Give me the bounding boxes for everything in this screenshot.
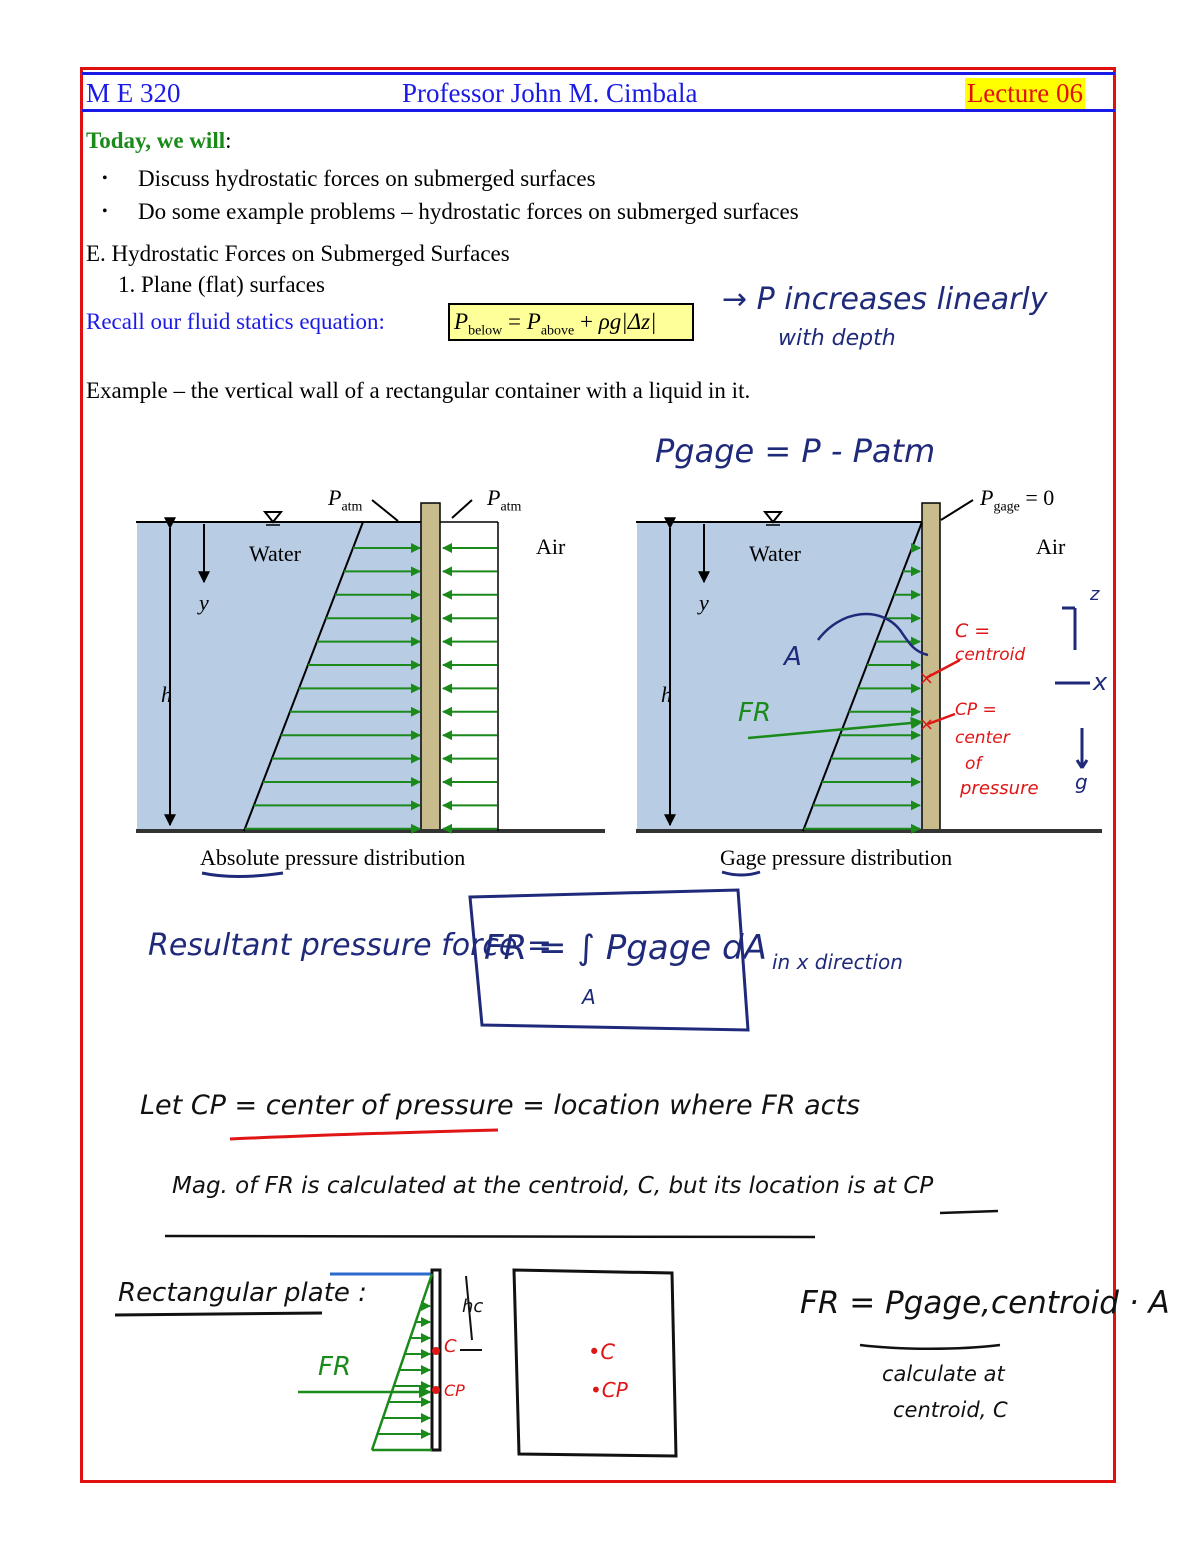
ann-fr: FR <box>738 698 772 728</box>
left-water <box>137 522 421 831</box>
note-resultant-label: Resultant pressure force = <box>148 928 553 963</box>
note-resultant-eq: FR = ∫ Pgage dA <box>484 928 767 968</box>
plate-cp-label: CP <box>444 1381 465 1400</box>
example-text: Example – the vertical wall of a rectangular container with a liquid in it. <box>86 378 751 403</box>
right-y-label: y <box>699 590 709 615</box>
recall-text: Recall our fluid statics equation: <box>86 309 385 334</box>
professor-name: Professor John M. Cimbala <box>402 78 698 108</box>
left-y-label: y <box>199 590 209 615</box>
bullet-2: • Do some example problems – hydrostatic forces on submerged surfaces <box>138 199 799 225</box>
svg-text:×: × <box>919 668 935 689</box>
axis-z-label: z <box>1090 584 1100 605</box>
plate-pressure-arrows <box>377 1306 430 1434</box>
square-c-label: •C <box>588 1340 616 1364</box>
left-h-label: h <box>161 682 172 707</box>
plate-fr-label: FR <box>318 1352 352 1382</box>
ann-centroid: centroid <box>955 645 1026 665</box>
note-mag-fr: Mag. of FR is calculated at the centroid, C, but its location is at CP <box>172 1173 934 1199</box>
note-calc-1: calculate at <box>882 1362 1005 1386</box>
section-title: E. Hydrostatic Forces on Submerged Surfaces <box>86 241 510 266</box>
ann-a: A <box>784 642 802 672</box>
ann-center: center <box>955 728 1010 748</box>
right-water <box>637 522 922 831</box>
axis-g-label: g <box>1075 770 1088 794</box>
note-fr-formula: FR = Pgage,centroid · A <box>800 1285 1170 1321</box>
left-patm-label-1: $P_{atm}$ <box>328 485 363 515</box>
right-h-label: h <box>661 682 672 707</box>
ann-pressure: pressure <box>960 778 1039 799</box>
ann-c: C = <box>955 620 991 642</box>
left-air-label: Air <box>536 534 566 559</box>
left-patm-label-2: $P_{atm}$ <box>487 485 522 515</box>
left-water-label: Water <box>249 541 301 566</box>
note-calc-2: centroid, C <box>893 1398 1008 1422</box>
note-rect-plate: Rectangular plate : <box>118 1278 367 1308</box>
intro-lead: Today, we will: <box>86 128 232 153</box>
note-pgage-def: Pgage = P - Patm <box>655 432 936 470</box>
note-let-cp: Let CP = center of pressure = location where FR acts <box>140 1090 861 1121</box>
square-cp-label: •CP <box>590 1378 628 1402</box>
bullet-1: • Discuss hydrostatic forces on submerged surfaces <box>138 166 596 192</box>
left-wall <box>421 503 440 831</box>
svg-text:×: × <box>919 714 935 735</box>
section-subtitle: 1. Plane (flat) surfaces <box>118 272 325 297</box>
lecture-number: Lecture 06 <box>966 78 1083 108</box>
axis-x-label: x <box>1093 668 1108 696</box>
note-with-depth: with depth <box>778 326 896 351</box>
right-pgage-label: $P_{gage} = 0$ <box>980 485 1055 515</box>
fluid-statics-equation: $P_{below} = P_{above} + \rho g|\Delta z|$ <box>448 303 694 341</box>
plate-c-label: C <box>444 1336 457 1357</box>
ann-cp: CP = <box>955 700 997 720</box>
ann-of: of <box>965 754 982 774</box>
note-resultant-dir: in x direction <box>772 950 903 974</box>
right-air-label: Air <box>1036 534 1066 559</box>
plate-hc-label: hc <box>462 1296 484 1317</box>
left-caption: Absolute pressure distribution <box>200 845 466 870</box>
right-water-label: Water <box>749 541 801 566</box>
right-caption: Gage pressure distribution <box>720 845 953 870</box>
course-code: M E 320 <box>86 78 181 108</box>
note-p-increases: → P increases linearly <box>722 282 1048 317</box>
note-resultant-sub: A <box>582 985 596 1009</box>
right-wall <box>922 503 940 831</box>
